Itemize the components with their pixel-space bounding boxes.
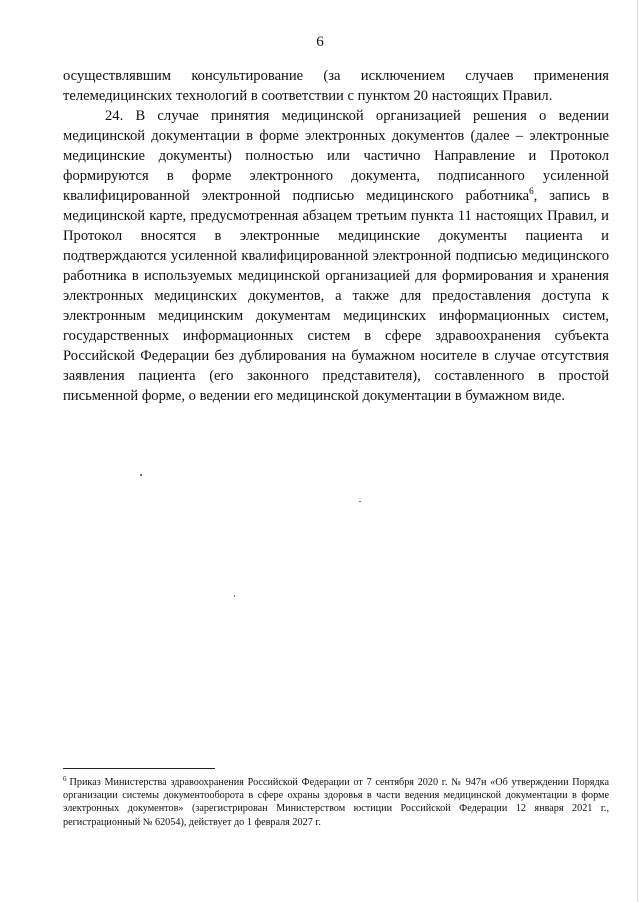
scan-speck <box>359 501 361 502</box>
scan-speck <box>234 595 235 597</box>
main-text <box>63 66 609 406</box>
paragraph-24-text-part-1: 24. В случае принятия медицинской организацией решения о ведении медицинской документации в форме электронных документов (далее – электронные медицинские документы) полностью или частично Направление и Протокол формируются в форме электронного документа, подписанного усиленной квалифицированной электронной подписью медицинского работника <box>63 108 609 204</box>
continuation-paragraph: осуществлявшим консультирование (за исключением случаев применения телемедицинских технологий в соответствии с пунктом 20 настоящих Правил. <box>63 68 609 104</box>
footnote-text: Приказ Министерства здравоохранения Российской Федерации от 7 сентября 2020 г. № 947н «Об утверждении Порядка организации системы документооборота в сфере охраны здоровья в части ведения медицинской документации в форме электронных документов» (зарегистрирован Министерством юстиции Российской Федерации 12 января 2021 г., регистрационный № 62054), действует до 1 февраля 2027 г. <box>63 777 609 828</box>
scan-speck <box>140 474 142 476</box>
footnote-paragraph <box>63 776 609 829</box>
paragraph-24 <box>63 106 609 406</box>
footnote-reference: 6 <box>529 186 534 197</box>
paragraph-24-text-part-2: , запись в медицинской карте, предусмотренная абзацем третьим пункта 11 настоящих Правил, и Протокол вносятся в электронные медицинские документы пациента и подтверждаются усиленной квалифицированной электронной подписью медицинского работника в используемых медицинской организацией для формирования и хранения электронных медицинских документов, а также для предоставления доступа к электронным медицинским документам медицинских информационных систем, государственных информационных систем в сфере здравоохранения субъекта Российской Федерации без дублирования на бумажном носителе в случае отсутствия заявления пациента (его законного представителя), составленного в простой письменной форме, о ведении его медицинской документации в бумажном виде. <box>63 188 610 404</box>
footnote-separator <box>63 768 215 769</box>
footnote <box>63 776 609 829</box>
scan-edge-line <box>637 0 638 902</box>
page-number: 6 <box>316 34 324 50</box>
footnote-marker: 6 <box>63 774 67 783</box>
